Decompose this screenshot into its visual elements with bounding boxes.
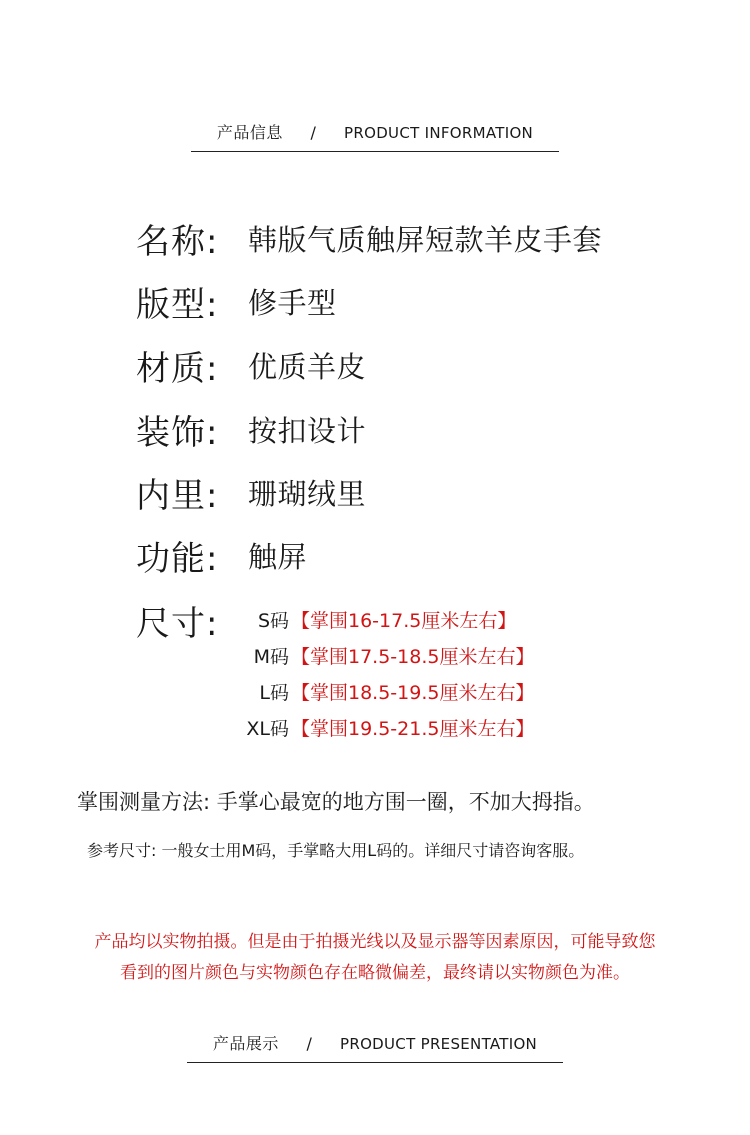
size-name: S码: [257, 609, 289, 632]
header-slash: /: [310, 123, 317, 142]
size-reference-note: 参考尺寸: 一般女士用M码，手掌略大用L码的。详细尺寸请咨询客服。: [87, 841, 585, 860]
product-presentation-header-cn: 产品展示: [212, 1034, 279, 1053]
size-row-m: [230, 637, 560, 673]
spec-row-lining: [136, 467, 366, 517]
spec-value: 修手型: [248, 285, 337, 320]
header-slash: /: [306, 1034, 313, 1053]
size-name: XL码: [246, 717, 289, 740]
size-palm-range: 【掌围19.5-21.5厘米左右】: [291, 717, 535, 740]
size-list: [230, 601, 560, 745]
product-info-header-underline: [191, 120, 559, 152]
color-disclaimer-line-2: 看到的图片颜色与实物颜色存在略微偏差，最终请以实物颜色为准。: [120, 963, 630, 983]
palm-measure-method: 掌围测量方法: 手掌心最宽的地方围一圈，不加大拇指。: [77, 790, 595, 814]
spec-label: 名称:: [136, 221, 219, 262]
spec-value: 优质羊皮: [248, 349, 367, 384]
spec-value: 珊瑚绒里: [248, 476, 367, 511]
spec-label: 尺寸:: [136, 603, 219, 644]
size-palm-range: 【掌围18.5-19.5厘米左右】: [291, 681, 535, 704]
spec-label: 功能:: [136, 538, 219, 579]
product-presentation-header: [0, 1031, 750, 1063]
spec-label: 装饰:: [136, 412, 219, 453]
size-name: M码: [253, 645, 289, 668]
spec-row-material: [136, 340, 366, 390]
size-palm-range: 【掌围16-17.5厘米左右】: [291, 609, 517, 632]
product-info-header-cn: 产品信息: [216, 123, 283, 142]
spec-row-name: [136, 213, 602, 263]
color-disclaimer-line-1: 产品均以实物拍摄。但是由于拍摄光线以及显示器等因素原因，可能导致您: [94, 932, 656, 952]
size-row-xl: [230, 709, 560, 745]
product-presentation-header-en: PRODUCT PRESENTATION: [340, 1035, 538, 1053]
spec-label: 版型:: [136, 284, 219, 325]
spec-value: 韩版气质触屏短款羊皮手套: [248, 222, 603, 257]
spec-row-function: [136, 530, 307, 580]
product-info-header: [0, 120, 750, 152]
size-row-s: [230, 601, 560, 637]
spec-label: 材质:: [136, 348, 219, 389]
spec-value: 按扣设计: [248, 413, 367, 448]
size-name: L码: [259, 681, 289, 704]
product-presentation-header-underline: [187, 1031, 563, 1063]
spec-value: 触屏: [248, 539, 308, 574]
size-palm-range: 【掌围17.5-18.5厘米左右】: [291, 645, 535, 668]
spec-row-fit: [136, 276, 337, 326]
spec-label: 内里:: [136, 475, 219, 516]
size-row-l: [230, 673, 560, 709]
product-info-header-en: PRODUCT INFORMATION: [344, 124, 534, 142]
spec-row-decoration: [136, 404, 366, 454]
